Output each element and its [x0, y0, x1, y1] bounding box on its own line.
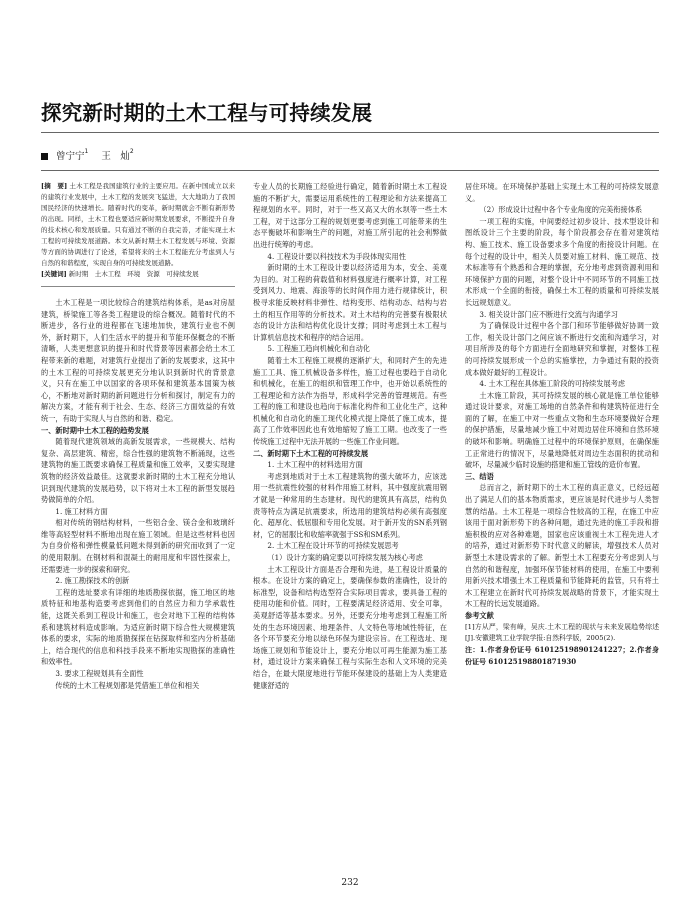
author-note: 注：1.作者身份证号 610125198901241227；2.作者身份证号 610125198801871930 [465, 644, 659, 666]
top-divider [41, 132, 659, 133]
paragraph: 专业人员的长期施工经验进行确定，随着新时期土木工程设施的不断扩大，需要运用系统性的工程理论和方法来提高工程规划的水平。同时，对于一些又高又大的水坝等一些土木工程，对于这部分工程的规划更要考虑到施工可能带来的生态平衡破坏和影响生产的问题，对施工所引起的社会利弊做出进行统筹的考虑。 [253, 182, 447, 249]
author-1: 曾宁宁$^1$ [56, 148, 89, 162]
column-3 [465, 181, 659, 668]
paragraph: 土木工程是一项比较综合的建筑结构体系，是as对房屋建筑，桥梁施工等各类工程建设的综合概况。随着时代的不断进步，各行业的进程都在飞速地加快，建筑行业也不例外，新时期下，人们生活水平的提升和节能环保概念的不断清晰，人类更想意识的提升和时代背景等因素都会给土木工程带来新的难题，对建筑行业提出了新的发展要求，这其中的土木工程的可持续发展更充分地认识到新时代的背景意义，只有在施工中以国家的各项环保和建筑基本国策为核心，不断地对新时期的新问题进行分析和探讨，制定有力的解决方案，才能有利于社会、生态、经济三方面效益的有效统一，有助于实现人与自然的和谐、稳定。 [41, 298, 235, 423]
author-divider [41, 170, 659, 171]
paragraph: 传统的土木工程规划都是凭借施工单位和相关 [55, 680, 200, 690]
paragraph: 随着土木工程施工规模的逐渐扩大，和同时产生的先进施工工具、施工机械设备多样性，施工过程也要趋于自动化和机械化，在施工的组织和管理工作中，也开始以系统性的工程理论和方法作为指导，形成科学完善的管理规范。有些工程的施工和建设也趋向于标准化构件和工业化生产，这种机械化和自动化的施工现代化模式提上降低了施工成本，提高了工作效率因此也有效地缩短了施工工期。也改变了一些传统施工过程中无法开展的一些施工作业问题。 [253, 355, 447, 447]
page-number: 232 [341, 878, 359, 888]
subsection-heading: 1. 施工材料方面 [55, 506, 108, 516]
references-heading: 参考文献 [465, 610, 494, 620]
subsection-heading: 4. 土木工程在具体施工阶段的可持续发展考虑 [479, 379, 626, 389]
subsection-heading: 4. 工程设计要以科技技术为手段体现实用性 [267, 251, 406, 261]
subsection-heading: （2）形成设计过程中各个专业角度的完美衔接体系 [479, 205, 643, 215]
reference-item: [1]方从严，梁有峰，吴庆.土木工程的现状与未来发展趋势综述[J].安徽建筑工业学院学报:自然科学版，2005(2). [465, 622, 659, 642]
bullet-square-icon [41, 153, 48, 160]
paragraph: （1）设计方案的确定要以可持续发展为核心考虑 [267, 553, 423, 562]
author-line [41, 148, 144, 162]
paragraph: 土木施工阶段，其可持续发展的核心就是施工单位能够通过设计要求，对施工场地的自然条件和构建筑特征进行全面的了解，在施工中对一些重点文物和生态环境要做好合理的保护措施，尽量地减少施工中对周边居住环境和自然环境的破坏和影响。明确施工过程中的环境保护原则，在确保施工正常进行的情况下，尽量地降低对周边生态面积的扰动和破坏，尽量减少临时设施的搭建和施工管线的造价布置。 [465, 390, 659, 470]
subsection-heading: 2. 土木工程在设计环节的可持续发展思考 [267, 541, 399, 551]
author-2: 王 灿$^2$ [101, 148, 134, 162]
column-1 [41, 181, 235, 691]
subsection-heading: 5. 工程施工趋向机械化和自动化 [267, 344, 370, 354]
paragraph: 为了确保设计过程中各个部门和环节能够做好协调一致工作，相关设计部门之间应该不断进行交流和沟通学习，对项目所涉及的每个方面进行全面地研究和掌握，对整体工程的可持续发展形成一个总的实施掌控，力争通过有限的投资成本做好最好的工程设计。 [465, 321, 659, 377]
subsection-heading: 2. 施工勘探技术的创新 [55, 576, 130, 586]
paragraph: 总而言之，新时期下的土木工程的真正意义，已经远超出了满足人们的基本物质需求，更应该是时代进步与人类智慧的结晶。土木工程是一项综合性较高的工程，在施工中应该用于面对新形势下的各种问题，通过先进的施工手段和措施积极的应对各种难题，国家也应该重视土木工程先进人才的培养，通过对新形势下时代意义的解读，增强技术人员对新型土木建设需求的了解。新型土木工程要充分考虑到人与自然的和谐程度，加强环保节能材料的使用，在施工中要利用新兴技术增强土木工程质量和节能降耗的监管，只有将土木工程建立在新时代可持续发展战略的背景下，才能实现土木工程的长远发展道路。 [465, 483, 659, 609]
abstract: [摘 要] 土木工程是我国建筑行业的主要应用。在新中国成立以来的建筑行业发展中，土木工程的发展突飞猛进，大大地助力了我国国民经济的快速增长。随着时代的变革，新时期就会不断有新形势的出现。同样，土木工程也要适应新时期发展要求，不断提升自身的技术核心和发展质量。只有通过不断的自我完善，才能实现土木工程的可持续发展道路。本文从新时期土木工程发展与环境、资源等方面的协调进行了论述，希望将来的土木工程能充分考虑到人与自然的和谐程度，实现自身的可持续发展道路。 [41, 182, 235, 267]
paragraph: 考虑到地质对于土木工程建筑物的强大破坏力，应该选用一些抗震性较强的材料作用施工材料，其中强度抗震用钢才就是一种常用的生态建材。现代的建筑具有高层，结构负责等特点为满足抗震要求，所选用的建筑结构必须有高强度化、超厚化、低屈服和专用化发展。对于新开发的SN系列钢材，它的屈服比和收缩率就强于SS和SM系列。 [253, 471, 447, 539]
paragraph: 一项工程的实施，中间要经过初步设计、技术型设计和图纸设计三个主要的阶段，每个阶段都会存在着对建筑结构、施工技术、施工设备要求多个角度的衔接设计问题。在每个过程的设计中，相关人员要对施工材料、施工规范、技术标准等有个熟悉和合理的掌握，充分地考虑到资源利用和环境保护方面的问题，对整个设计中不同环节的不同施工技术形成一个全面的衔接，确保土木工程的质量和可持续发展长远规划意义。 [465, 216, 659, 307]
paragraph: 工程的选址要求有详细的地质勘探依据，施工地区的地质特征和地基构造要考虑到他们的自然应力和力学承载性能，这既关系到工程设计和施工，也会对地下工程的结构体系和建筑材料造成影响。为适应新时期下综合性大规模建筑体系的要求，实际的地质勘探探在钻探取样和室内分析基础上，结合现代的信息和科技手段来不断地实现勘探的准确性和效率性。 [41, 587, 235, 667]
section-heading-2: 二、新时期下土木工程的可持续发展 [253, 448, 369, 458]
section-heading-1: 一、新时期中土木工程的趋势发展 [41, 425, 149, 435]
keywords: [关键词] 新时期 土木工程 环境 资源 可持续发展 [41, 270, 199, 278]
paragraph: 相对传统的钢结构材料，一些铝合金、镁合金和玻璃纤维等高轻型材料不断地出现在施工领域。但是这些材料也因为自身价格和弹性模量低问题未得到新的研究而收到了一定的使用限制。在钢材料和混凝土的耐用度和牢固性探索上，还需要进一步的探索和研究。 [41, 518, 235, 574]
subsection-heading: 3. 相关设计部门应不断进行交流与沟通学习 [479, 309, 618, 319]
paragraph: 随着现代建筑领域的高新发展需求，一些规模大、结构复杂、高层建筑、精密，综合性强的建筑物不断涌现，这些建筑物的施工既要求确保工程质量和施工效率，又要实现建筑物的经济效益最佳。这就要求新时期的土木工程充分地认识到现代建筑的发展趋势，以下将对土木工程的新型发展趋势做简单的介绍。 [41, 437, 235, 505]
paragraph: 居住环境。在环境保护基础上实现土木工程的可持续发展意义。 [465, 182, 659, 203]
column-2 [253, 181, 447, 691]
keywords-divider [41, 286, 235, 287]
page-title: 探究新时期的土木工程与可持续发展 [41, 101, 373, 125]
subsection-heading: 3. 要求工程规划具有全面性 [55, 669, 144, 678]
subsection-heading: 1. 土木工程中的材料选用方面 [267, 460, 363, 470]
section-heading-3: 三、结语 [465, 471, 494, 481]
paragraph: 新时期的土木工程设计要以经济适用为本，安全、美观为目的。对工程的荷载值和材料强度进行概率计算，对工程受到风力、地震、海浪等的长时间作用力进行规律统计，积极寻求能反映材料非弹性、结构变形、结构动态、结构与岩土的相互作用等的分析技术。对土木结构的完善要有极限状态的设计方法和结构优化设计支撑；同时考虑到土木工程与计算机信息技术和程序的结合运用。 [253, 263, 447, 342]
paragraph: 土木工程设计方面是否合理和先进，是工程设计质量的根本。在设计方案的确定上，要确保参数的准确性，设计的标准型，设备和结构选型符合实际项目需求，要具备工程的使用功能和价值。同时，工程要满足经济适用、安全可靠，美观舒适等基本要求。另外，还要充分地考虑到工程施工所处的生态环境因素、地理条件、人文特色等地域性特征，在各个环节要充分地以绿色环保为建设宗旨。在工程选址、现场施工规划和节能设计上，要充分地以可再生能源为施工基材，通过设计方案来确保工程与实际生态和人文环境的完美结合，在最大限度地进行节能环保建设的基础上为人类建造健康舒适的 [253, 564, 447, 690]
